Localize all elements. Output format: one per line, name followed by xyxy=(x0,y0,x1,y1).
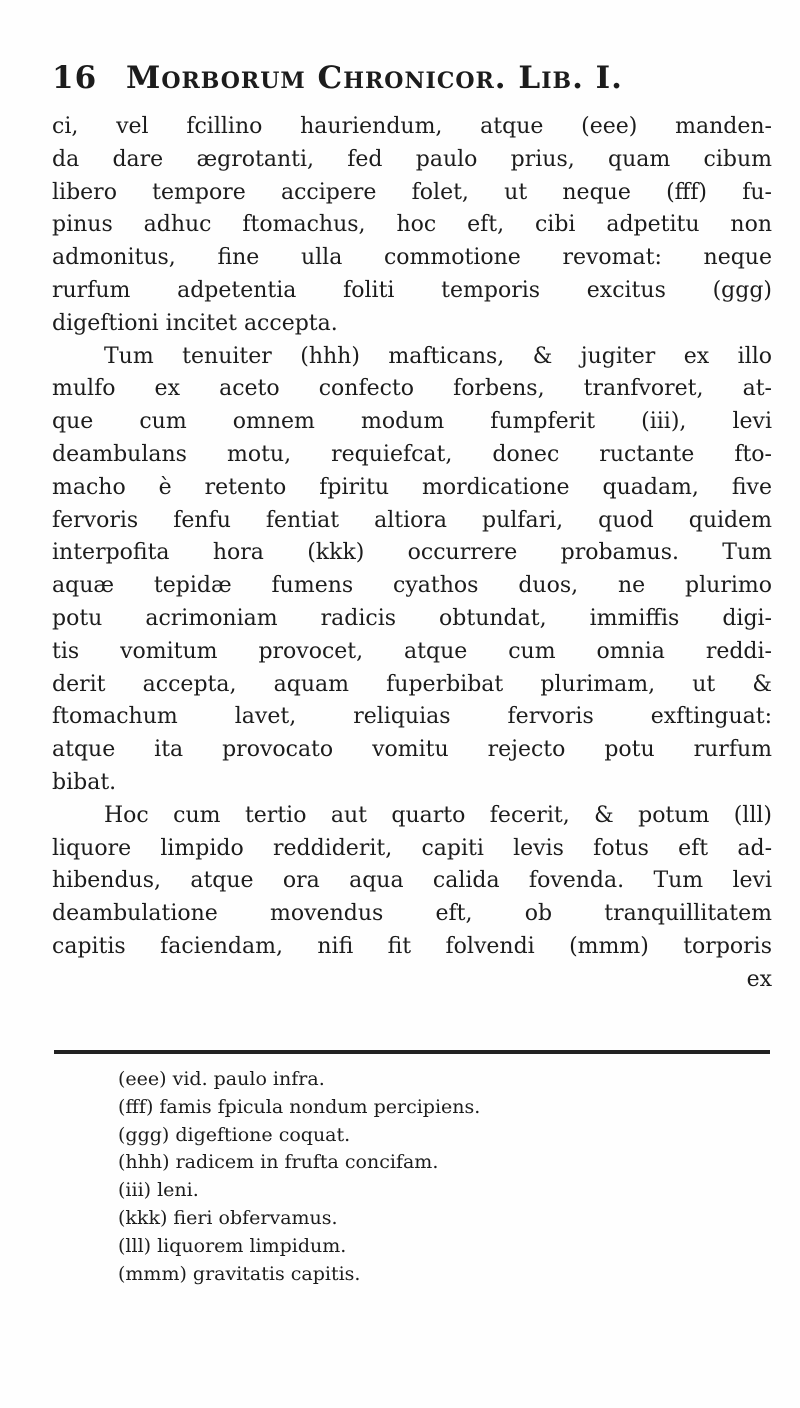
text-line: deambulatione movendus eft, ob tranquillitatem xyxy=(52,901,772,927)
text-line: pinus adhuc ftomachus, hoc eft, cibi adpetitu non xyxy=(52,212,772,238)
text-line: aquæ tepidæ fumens cyathos duos, ne plurimo xyxy=(52,573,772,599)
text-line: derit accepta, aquam fuperbibat plurimam, ut & xyxy=(52,671,772,697)
text-line: atque ita provocato vomitu rejecto potu rurfum xyxy=(52,737,772,763)
text-line: potu acrimoniam radicis obtundat, immiffis digi- xyxy=(52,605,772,631)
footnote: (lll) liquorem limpidum. xyxy=(118,1234,347,1257)
running-title: Morborum Chronicor. Lib. I. xyxy=(126,60,623,96)
text-line: interpofita hora (kkk) occurrere probamus. Tum xyxy=(52,540,772,566)
text-line: admonitus, fine ulla commotione revomat: neque xyxy=(52,245,772,271)
text-line: que cum omnem modum fumpferit (iii), levi xyxy=(52,409,772,435)
footnote: (fff) famis fpicula nondum percipiens. xyxy=(118,1095,481,1118)
text-line: tis vomitum provocet, atque cum omnia reddi- xyxy=(52,638,772,664)
footnote: (kkk) fieri obfervamus. xyxy=(118,1206,338,1229)
text-line: fervoris fenfu fentiat altiora pulfari, quod quidem xyxy=(52,507,772,533)
footnote: (mmm) gravitatis capitis. xyxy=(118,1262,361,1285)
text-line: capitis faciendam, nifi fit folvendi (mmm) torporis xyxy=(52,933,772,959)
text-line: mulfo ex aceto confecto forbens, tranfvoret, at- xyxy=(52,376,772,402)
text-line: libero tempore accipere folet, ut neque (fff) fu- xyxy=(52,179,772,205)
text-line: da dare ægrotanti, fed paulo prius, quam cibum xyxy=(52,146,772,172)
page-number: 16 xyxy=(52,60,98,96)
footnote: (ggg) digeftione coquat. xyxy=(118,1123,351,1146)
footnote: (iii) leni. xyxy=(118,1179,199,1202)
text-line: Hoc cum tertio aut quarto fecerit, & potum (lll) xyxy=(104,802,772,828)
footnote: (hhh) radicem in frufta concifam. xyxy=(118,1151,439,1174)
text-line: ci, vel fcillino hauriendum, atque (eee) manden- xyxy=(52,114,772,139)
text-line: hibendus, atque ora aqua calida fovenda. Tum levi xyxy=(52,868,772,894)
footnotes xyxy=(118,1066,758,1288)
footnote: (eee) vid. paulo infra. xyxy=(118,1068,325,1090)
footnote-rule xyxy=(54,1050,770,1054)
text-line: ftomachum lavet, reliquias fervoris exftinguat: xyxy=(52,704,772,730)
body-text xyxy=(52,111,772,997)
running-head xyxy=(52,60,772,100)
catchword: ex xyxy=(746,966,772,992)
text-line: macho è retento fpiritu mordicatione quadam, five xyxy=(52,474,772,500)
text-line: digeftioni incitet accepta. xyxy=(52,310,338,336)
text-line: rurfum adpetentia foliti temporis excitus (ggg) xyxy=(52,277,772,303)
text-line: deambulans motu, requiefcat, donec ructante fto- xyxy=(52,441,772,467)
text-line: liquore limpido reddiderit, capiti levis fotus eft ad- xyxy=(52,835,772,861)
text-line: Tum tenuiter (hhh) mafticans, & jugiter ex illo xyxy=(104,343,772,369)
text-line: bibat. xyxy=(52,769,117,795)
